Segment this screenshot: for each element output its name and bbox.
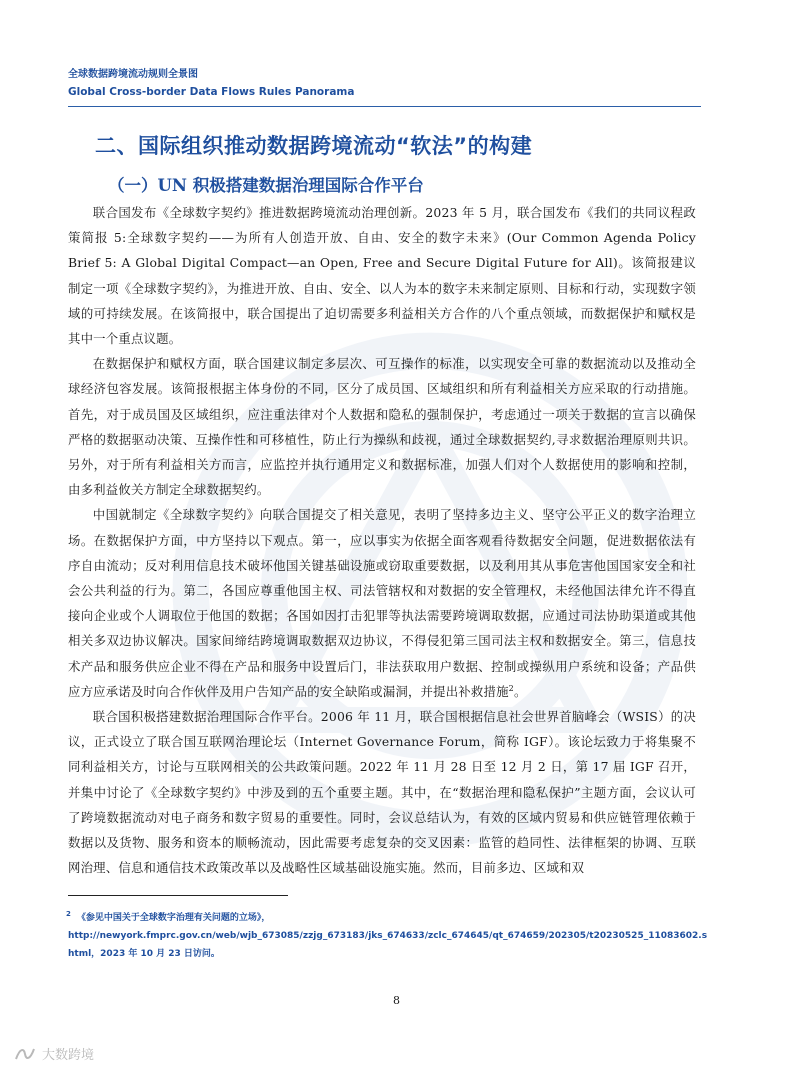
- header-title-zh: 全球数据跨境流动规则全景图: [68, 69, 198, 80]
- paragraph-3: [68, 502, 696, 704]
- running-header: [68, 68, 701, 100]
- header-divider: [68, 106, 701, 107]
- page-number: 8: [393, 994, 400, 1007]
- corner-logo: [14, 1044, 94, 1063]
- body-text: [68, 200, 696, 880]
- paragraph-2: 在数据保护和赋权方面，联合国建议制定多层次、可互操作的标准，以实现安全可靠的数据流动以及推动全球经济包容发展。该简报根据主体身份的不同，区分了成员国、区域组织和所有利益相关方应采取的行动措施。首先，对于成员国及区域组织，应注重法律对个人数据和隐私的强制保护，考虑通过一项关于数据的宣言以确保严格的数据驱动决策、互操作性和可移植性，防止行为操纵和歧视，通过全球数据契约,寻求数据治理原则共识。另外，对于所有利益相关方而言，应监控并执行通用定义和数据标准，加强人们对个人数据使用的影响和控制，由多利益攸关方制定全球数据契约。: [68, 356, 696, 498]
- paragraph-1: 联合国发布《全球数字契约》推进数据跨境流动治理创新。2023 年 5 月，联合国发布《我们的共同议程政策简报 5:全球数字契约——为所有人创造开放、自由、安全的数字未来》(Our Common Agenda Policy Brief 5: A Global Digital Compact—an Open, Free and Secure Digital Future for All)。该简报建议制定一项《全球数字契约》，为推进开放、自由、安全、以人为本的数字未来制定原则、目标和行动，实现数字领域的可持续发展。在该简报中，联合国提出了迫切需要多利益相关方合作的八个重点领域，而数据保护和赋权是其中一个重点议题。: [68, 205, 696, 347]
- footnote-title: 《参见中国关于全球数字治理有关问题的立场》，: [76, 913, 271, 923]
- paragraph-3-text: 中国就制定《全球数字契约》向联合国提交了相关意见，表明了坚持多边主义、坚守公平正义的数字治理立场。在数据保护方面，中方坚持以下观点。第一，应以事实为依据全面客观看待数据安全问题，促进数据依法有序自由流动；反对利用信息技术破坏他国关键基础设施或窃取重要数据，以及利用其从事危害他国国家安全和社会公共利益的行为。第二，各国应尊重他国主权、司法管辖权和对数据的安全管理权，未经他国法律允许不得直接向企业或个人调取位于他国的数据；各国如因打击犯罪等执法需要跨境调取数据，应通过司法协助渠道或其他相关多双边协议解决。国家间缔结跨境调取数据双边协议，不得侵犯第三国司法主权和数据安全。第三，信息技术产品和服务供应企业不得在产品和服务中设置后门，非法获取用户数据、控制或操纵用户系统和设备；产品供应方应承诺及时向合作伙伴及用户告知产品的安全缺陷或漏洞，并提出补救措施: [68, 507, 696, 699]
- subsection-title: （一）UN 积极搭建数据治理国际合作平台: [108, 176, 424, 195]
- paragraph-4: 联合国积极搭建数据治理国际合作平台。2006 年 11 月，联合国根据信息社会世界首脑峰会（WSIS）的决议，正式设立了联合国互联网治理论坛（Internet Governance Forum，简称 IGF）。该论坛致力于将集聚不同利益相关方，讨论与互联网相关的公共政策问题。2022 年 11 月 28 日至 12 月 2 日，第 17 届 IGF 召开，并集中讨论了《全球数字契约》中涉及到的五个重要主题。其中，在“数据治理和隐私保护”主题方面，会议认可了跨境数据流动对电子商务和数字贸易的重要性。同时，会议总结认为，有效的区域内贸易和供应链管理依赖于数据以及货物、服务和资本的顺畅流动，因此需要考虑复杂的交叉因素：监管的趋同性、法律框架的协调、互联网治理、信息和通信技术政策改革以及战略性区域基础设施实施。然而，目前多边、区域和双: [68, 709, 696, 876]
- footnote-url[interactable]: http://newyork.fmprc.gov.cn/web/wjb_673085/zzjg_673183/jks_674633/zclc_674645/qt_674659/202305/t20230525_11083602.shtml，2023 年 10 月 23 日访问。: [68, 931, 708, 959]
- section-title: 二、国际组织推动数据跨境流动“软法”的构建: [95, 134, 533, 158]
- footnote-number: 2: [66, 910, 71, 918]
- footnote-divider: [68, 895, 288, 896]
- paragraph-3-suffix: 。: [513, 683, 527, 699]
- footnote-title-line: [68, 905, 708, 927]
- header-title-en: Global Cross-border Data Flows Rules Panorama: [68, 86, 355, 98]
- corner-logo-text: 大数跨境: [42, 1048, 95, 1063]
- logo-mark-icon: [14, 1046, 36, 1062]
- footnote-reference[interactable]: 2: [508, 683, 514, 693]
- footnote: [68, 905, 708, 963]
